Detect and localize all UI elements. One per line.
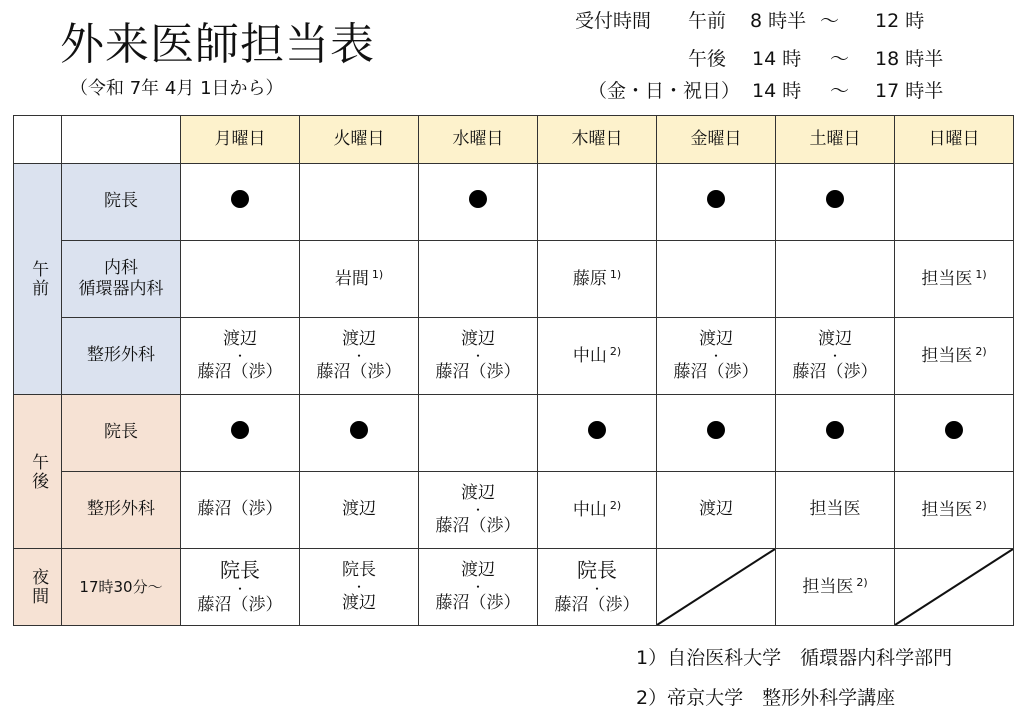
schedule-table bbox=[13, 115, 1014, 626]
am-label: 午前 bbox=[688, 10, 727, 32]
doctor-name: 院長 bbox=[220, 557, 260, 582]
doctor-name: 藤沼（渉） bbox=[197, 594, 283, 615]
special-to: 17 時半 bbox=[875, 80, 944, 102]
period-am-label: 午前 bbox=[28, 260, 49, 298]
ref-mark: 1) bbox=[371, 267, 384, 281]
separator: ・ bbox=[471, 349, 484, 363]
cell bbox=[538, 318, 657, 395]
doctor-name: 藤沼（渉） bbox=[197, 362, 283, 382]
day-sun: 日曜日 bbox=[895, 116, 1014, 164]
night-row bbox=[14, 549, 1014, 626]
doctor-name: 藤沼（渉） bbox=[554, 594, 640, 615]
cell bbox=[419, 549, 538, 626]
cell bbox=[895, 241, 1014, 318]
day-mon: 月曜日 bbox=[181, 116, 300, 164]
dot-mark bbox=[826, 190, 844, 208]
doctor-name: 渡辺 bbox=[461, 482, 495, 503]
am-director-row bbox=[14, 164, 1014, 241]
page-title: 外来医師担当表 bbox=[60, 19, 375, 70]
day-tue: 火曜日 bbox=[300, 116, 419, 164]
pm-label: 午後 bbox=[688, 48, 727, 70]
corner-cell-2 bbox=[62, 116, 181, 164]
period-pm bbox=[14, 395, 62, 549]
cell bbox=[300, 241, 419, 318]
cell bbox=[895, 318, 1014, 395]
doctor-name: 岩間 bbox=[334, 268, 369, 289]
day-header-row bbox=[14, 116, 1014, 164]
separator: ・ bbox=[828, 349, 841, 363]
cell bbox=[895, 395, 1014, 472]
doctor-name: 藤沼（渉） bbox=[792, 362, 878, 382]
tilde-2: 〜 bbox=[830, 48, 850, 70]
cell bbox=[419, 318, 538, 395]
footnote-1: 1）自治医科大学 循環器内科学部門 bbox=[636, 647, 953, 669]
dept-internal-1: 内科 bbox=[104, 257, 138, 278]
doctor-name: 担当医 bbox=[802, 576, 854, 597]
separator: ・ bbox=[352, 580, 365, 594]
dot-mark bbox=[945, 421, 963, 439]
doctor-name: 院長 bbox=[577, 557, 617, 582]
dept-director: 院長 bbox=[62, 395, 181, 472]
special-from: 14 時 bbox=[752, 80, 802, 102]
cell bbox=[300, 472, 419, 549]
cell bbox=[657, 164, 776, 241]
doctor-name: 藤沼（渉） bbox=[197, 499, 283, 520]
cell bbox=[419, 395, 538, 472]
dept-internal bbox=[62, 241, 181, 318]
doctor-name: 渡辺 bbox=[342, 328, 376, 349]
doctor-name: 渡辺 bbox=[699, 499, 733, 520]
dot-mark bbox=[469, 190, 487, 208]
pm-ortho-row bbox=[14, 472, 1014, 549]
cell bbox=[300, 318, 419, 395]
dept-ortho: 整形外科 bbox=[62, 318, 181, 395]
ref-mark: 2) bbox=[975, 344, 987, 358]
tilde-1: 〜 bbox=[820, 10, 840, 32]
ref-mark: 2) bbox=[609, 344, 622, 358]
no-service-cell bbox=[895, 549, 1014, 626]
cell bbox=[776, 318, 895, 395]
doctor-name: 渡辺 bbox=[342, 499, 376, 520]
separator: ・ bbox=[233, 581, 246, 596]
day-wed: 水曜日 bbox=[419, 116, 538, 164]
ref-mark: 2) bbox=[975, 498, 987, 512]
dot-mark bbox=[707, 190, 725, 208]
pm-director-row bbox=[14, 395, 1014, 472]
night-time: 17時30分〜 bbox=[62, 549, 181, 626]
doctor-name: 担当医 bbox=[921, 268, 973, 289]
am-to: 12 時 bbox=[875, 10, 925, 32]
reception-hours bbox=[0, 6, 1024, 106]
cell bbox=[657, 318, 776, 395]
cell bbox=[538, 164, 657, 241]
separator: ・ bbox=[233, 349, 246, 363]
cell bbox=[300, 164, 419, 241]
dot-mark bbox=[588, 421, 606, 439]
cell bbox=[776, 472, 895, 549]
doctor-name: 担当医 bbox=[809, 499, 861, 520]
diagonal-slash bbox=[895, 549, 1013, 625]
doctor-name: 中山 bbox=[572, 345, 607, 366]
doctor-name: 藤沼（渉） bbox=[673, 362, 759, 382]
hours-label: 受付時間 bbox=[575, 10, 652, 32]
cell bbox=[300, 549, 419, 626]
ref-mark: 2) bbox=[856, 575, 868, 589]
dot-mark bbox=[826, 421, 844, 439]
separator: ・ bbox=[471, 580, 484, 594]
cell bbox=[419, 241, 538, 318]
doctor-name: 渡辺 bbox=[699, 328, 733, 349]
doctor-name: 担当医 bbox=[921, 345, 973, 366]
day-sat: 土曜日 bbox=[776, 116, 895, 164]
cell bbox=[181, 549, 300, 626]
footnote-2: 2）帝京大学 整形外科学講座 bbox=[636, 687, 896, 709]
doctor-name: 渡辺 bbox=[342, 593, 376, 613]
ref-mark: 1) bbox=[609, 267, 622, 281]
cell bbox=[181, 472, 300, 549]
cell bbox=[181, 241, 300, 318]
cell bbox=[657, 241, 776, 318]
dot-mark bbox=[231, 421, 249, 439]
cell bbox=[538, 549, 657, 626]
doctor-name: 藤沼（渉） bbox=[435, 516, 521, 536]
doctor-name: 院長 bbox=[342, 559, 376, 580]
cell bbox=[181, 395, 300, 472]
cell bbox=[895, 472, 1014, 549]
special-label: （金・日・祝日） bbox=[588, 80, 741, 102]
dept-ortho: 整形外科 bbox=[62, 472, 181, 549]
ref-mark: 2) bbox=[609, 498, 622, 512]
doctor-name: 藤沼（渉） bbox=[435, 593, 521, 613]
pm-from: 14 時 bbox=[752, 48, 802, 70]
pm-to: 18 時半 bbox=[875, 48, 944, 70]
doctor-name: 渡辺 bbox=[461, 328, 495, 349]
period-night-label: 夜間 bbox=[28, 568, 49, 606]
doctor-name: 担当医 bbox=[921, 499, 973, 520]
cell bbox=[657, 395, 776, 472]
cell bbox=[419, 164, 538, 241]
cell bbox=[538, 472, 657, 549]
dept-internal-2: 循環器内科 bbox=[78, 279, 164, 299]
separator: ・ bbox=[590, 581, 603, 596]
cell bbox=[300, 395, 419, 472]
am-from: 8 時半 bbox=[750, 10, 807, 32]
cell bbox=[419, 472, 538, 549]
am-internal-row bbox=[14, 241, 1014, 318]
cell bbox=[181, 318, 300, 395]
dot-mark bbox=[707, 421, 725, 439]
separator: ・ bbox=[709, 349, 722, 363]
ref-mark: 1) bbox=[975, 267, 987, 281]
no-service-cell bbox=[657, 549, 776, 626]
period-pm-label: 午後 bbox=[28, 452, 49, 491]
day-thu: 木曜日 bbox=[538, 116, 657, 164]
cell bbox=[776, 241, 895, 318]
doctor-name: 渡辺 bbox=[818, 328, 852, 349]
period-night bbox=[14, 549, 62, 626]
dept-director: 院長 bbox=[62, 164, 181, 241]
cell bbox=[657, 472, 776, 549]
separator: ・ bbox=[352, 349, 365, 363]
day-fri: 金曜日 bbox=[657, 116, 776, 164]
am-ortho-row bbox=[14, 318, 1014, 395]
dot-mark bbox=[350, 421, 368, 439]
effective-date: （令和 7年 4月 1日から） bbox=[70, 78, 284, 99]
diagonal-slash bbox=[657, 549, 775, 625]
dot-mark bbox=[231, 190, 249, 208]
cell bbox=[538, 395, 657, 472]
separator: ・ bbox=[471, 503, 484, 517]
doctor-name: 渡辺 bbox=[223, 328, 257, 349]
cell bbox=[776, 164, 895, 241]
doctor-name: 藤沼（渉） bbox=[316, 362, 402, 382]
doctor-name: 中山 bbox=[572, 499, 607, 520]
cell bbox=[895, 164, 1014, 241]
cell bbox=[538, 241, 657, 318]
corner-cell bbox=[14, 116, 62, 164]
period-am bbox=[14, 164, 62, 395]
tilde-3: 〜 bbox=[830, 80, 850, 102]
doctor-name: 渡辺 bbox=[461, 559, 495, 580]
doctor-name: 藤沼（渉） bbox=[435, 362, 521, 382]
cell bbox=[776, 395, 895, 472]
doctor-name: 藤原 bbox=[572, 268, 607, 289]
cell bbox=[181, 164, 300, 241]
cell bbox=[776, 549, 895, 626]
